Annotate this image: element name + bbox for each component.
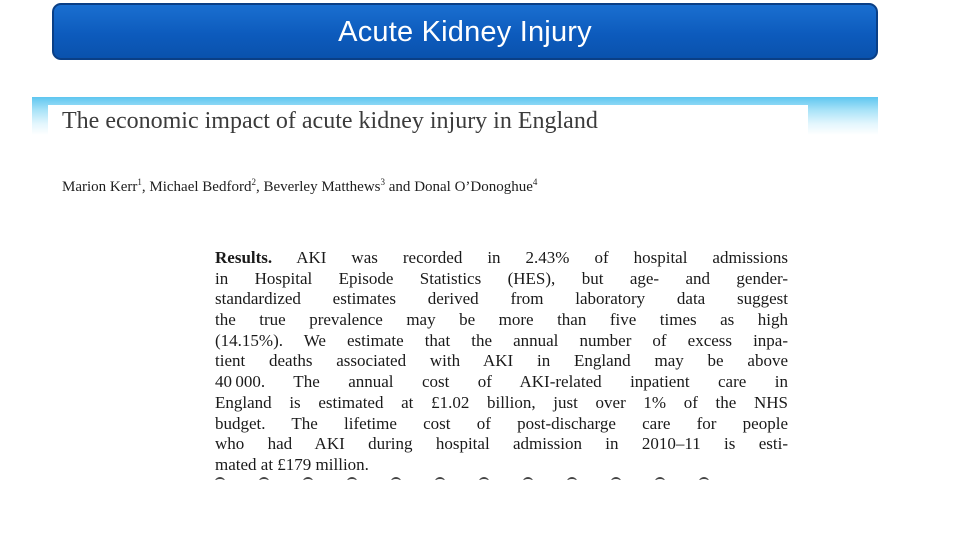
- abstract-line: 40 000. The annual cost of AKI-related inpatient care in: [215, 372, 788, 392]
- paper-title: The economic impact of acute kidney injury in England: [48, 105, 808, 138]
- abstract-results: [215, 248, 788, 476]
- slide-title: Acute Kidney Injury: [338, 16, 592, 48]
- author-affiliation: 4: [532, 177, 538, 187]
- abstract-line: tient deaths associated with AKI in England may be above: [215, 351, 788, 371]
- author-affiliation: 1: [137, 177, 142, 187]
- author-name: Michael Bedford: [149, 179, 252, 195]
- abstract-line: who had AKI during hospital admission in 2010–11 is esti-: [215, 434, 788, 454]
- abstract-line: England is estimated at £1.02 billion, just over 1% of the NHS: [215, 392, 788, 412]
- abstract-line: mated at £179 million.: [215, 454, 369, 474]
- author-list: Marion Kerr$^1$, Michael Bedford$^2$, Beverley Matthews$^3$ and Donal O’Donoghue$^4$: [62, 177, 538, 195]
- abstract-line: (14.15%). We estimate that the annual number of excess inpa-: [215, 330, 788, 350]
- author-name: Marion Kerr: [62, 179, 138, 195]
- slide-title-banner: [52, 3, 878, 60]
- author-affiliation: 2: [251, 177, 256, 187]
- author-name: Beverley Matthews: [263, 179, 381, 195]
- cropped-next-line: [215, 473, 788, 480]
- abstract-line: the true prevalence may be more than five times as high: [215, 310, 788, 330]
- abstract-line: in Hospital Episode Statistics (HES), but age- and gender-: [215, 268, 788, 288]
- results-label: Results.: [215, 248, 273, 267]
- author-name: Donal O’Donoghue: [414, 179, 533, 195]
- author-affiliation: 3: [380, 177, 386, 187]
- abstract-line: standardized estimates derived from laboratory data suggest: [215, 289, 788, 309]
- abstract-line: Results. AKI was recorded in 2.43% of hospital admissions: [215, 248, 788, 267]
- article-excerpt-image: [32, 97, 878, 480]
- abstract-line: budget. The lifetime cost of post-discharge care for people: [215, 413, 788, 433]
